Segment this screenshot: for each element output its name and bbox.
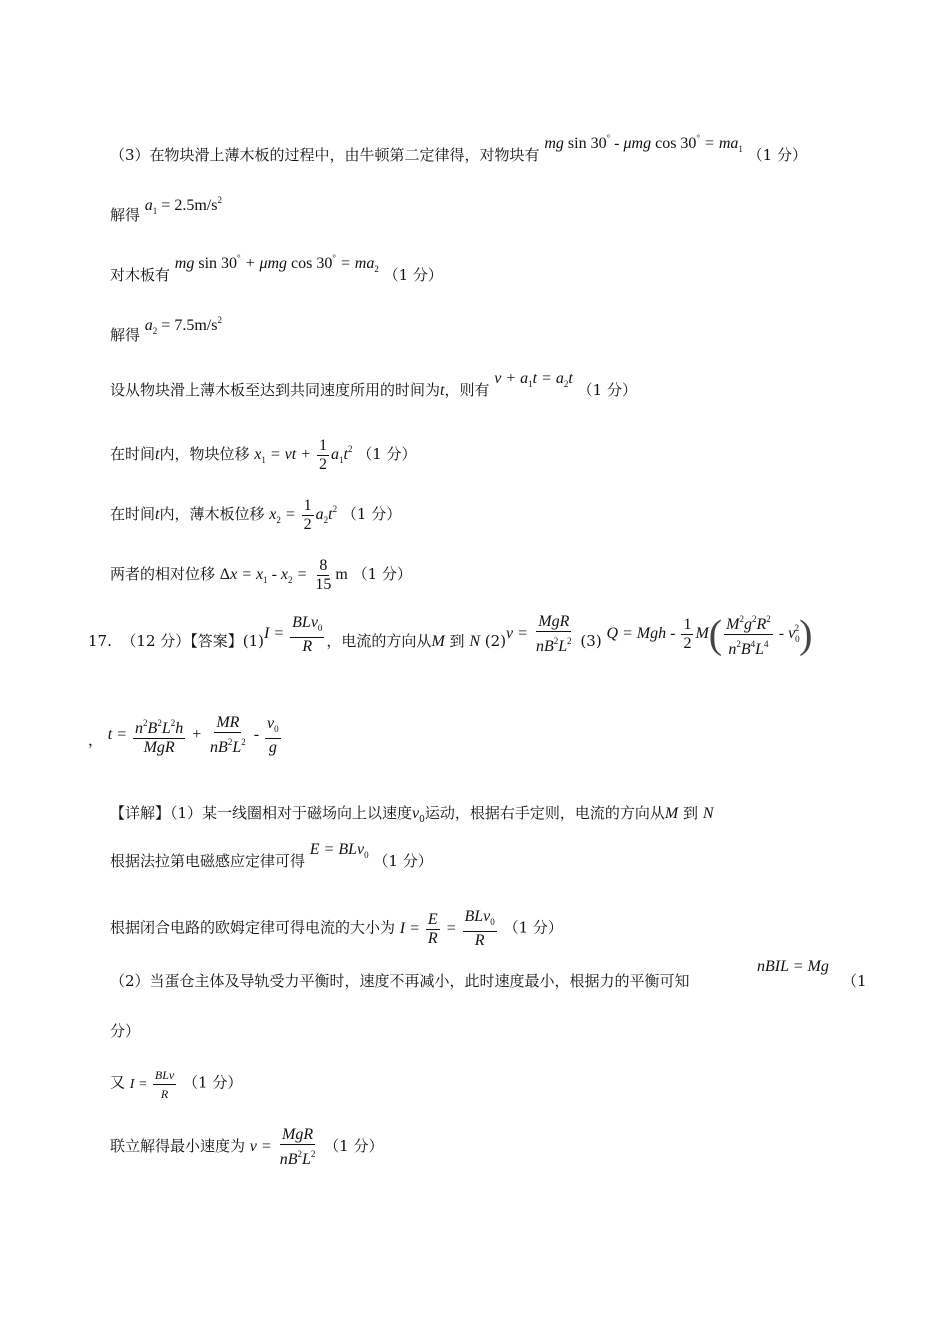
q17-answer-line: 17. （12 分）【答案】(1)I = BLv$_0$ R ，电流的方向从M 到 N (2)v = MgR $nB^2L^2$ (3) Q = Mgh - $\frac{1}{2}$ M( $\frac{M^2g^2R^2}{n^2B^4L^4}$ - $v_0^2$) bbox=[88, 611, 813, 658]
equation-delta-x: $\Delta x = x_1 - x_2$ = $\frac{8}{15}$ m bbox=[219, 557, 348, 593]
equation-x1: $x_1$ = vt + $\frac{1}{2}$ $a_1t^2$ bbox=[254, 437, 353, 473]
part2-score-b: 分） bbox=[110, 1022, 141, 1040]
equation-board-accel: mg sin 30° + μmg $\cos 30^\circ = ma_2$ bbox=[174, 253, 379, 274]
equation-common-speed: $v + a_1t = a_2t$ bbox=[494, 370, 573, 389]
equation-a2: $a_2 = 7.5m/s^2$ bbox=[144, 315, 222, 336]
equation-ohm: I = $\frac{E}{R}$ = BLv$_0$ R bbox=[399, 908, 495, 949]
equation-x2: $x_2$ = $\frac{1}{2}$ $a_2t^2$ bbox=[269, 497, 338, 533]
equation-final-speed: v = MgR $nB^2L^2$ bbox=[249, 1126, 316, 1168]
line-common-speed: 设从物块滑上薄木板至达到共同速度所用的时间为t，则有 $v + a_1t = a_2t$ （1 分） bbox=[110, 370, 637, 399]
equation-emf: E = BLv$_0$ bbox=[309, 841, 369, 860]
line-solve-a1: 解得 $a_1 = 2.5m/s^2$ bbox=[110, 195, 222, 224]
detail-line: 【详解】（1）某一线圈相对于磁场向上以速度$v_0$运动，根据右手定则，电流的方向从M 到 N bbox=[110, 804, 714, 825]
line-newton-block: （3）在物块滑上薄木板的过程中，由牛顿第二定律得，对物块有 mg sin 30° - μmg $\cos 30^\circ = ma_1$ （1 分） bbox=[110, 133, 807, 164]
part2-score-a: （1 bbox=[842, 972, 867, 990]
final-line: 联立解得最小速度为 v = MgR $nB^2L^2$ （1 分） bbox=[110, 1126, 384, 1168]
equation-min-speed: v = MgR $nB^2L^2$ bbox=[506, 613, 572, 655]
ohm-line: 根据闭合电路的欧姆定律可得电流的大小为 I = $\frac{E}{R}$ = BLv$_0$ R （1 分） bbox=[110, 908, 563, 949]
part2-line: （2）当蛋仓主体及导轨受力平衡时，速度不再减小，此时速度最小，根据力的平衡可知 bbox=[110, 972, 690, 990]
line-relative-displacement: 两者的相对位移 $\Delta x = x_1 - x_2$ = $\frac{8}{15}$ m （1 分） bbox=[110, 557, 412, 593]
equation-current-v: I = BLv R bbox=[129, 1068, 175, 1101]
equation-a1: $a_1 = 2.5m/s^2$ bbox=[144, 195, 222, 216]
equation-time: t = $n^2B^2L^2h$ MgR + $\frac{MR}{nB^2L^2}$ - $\frac{v_0}{g}$ bbox=[107, 714, 279, 756]
equation-current: I = BLv$_0$ R bbox=[264, 613, 323, 655]
equation-heat: Q = Mgh - $\frac{1}{2}$ M( $\frac{M^2g^2R^2}{n^2B^4L^4}$ - $v_0^2$) bbox=[606, 611, 813, 658]
equation-force-balance: nBIL = Mg bbox=[757, 958, 829, 975]
q17-time-line: ， t = $n^2B^2L^2h$ MgR + $\frac{MR}{nB^2L^2}$ - $\frac{v_0}{g}$ bbox=[88, 720, 283, 763]
line-board-displacement: 在时间t内，薄木板位移 $x_2$ = $\frac{1}{2}$ $a_2t^2$ （1 分） bbox=[110, 497, 402, 533]
line-board: 对木板有 mg sin 30° + μmg $\cos 30^\circ = ma_2$ （1 分） bbox=[110, 253, 443, 284]
line-solve-a2: 解得 $a_2 = 7.5m/s^2$ bbox=[110, 315, 222, 344]
again-line: 又 I = BLv R （1 分） bbox=[110, 1068, 243, 1101]
equation-block-accel: mg sin 30° - μmg $\cos 30^\circ = ma_1$ bbox=[544, 133, 743, 154]
faraday-line: 根据法拉第电磁感应定律可得 E = BLv$_0$ （1 分） bbox=[110, 841, 433, 870]
line-block-displacement: 在时间t内，物块位移 $x_1$ = vt + $\frac{1}{2}$ $a_1t^2$ （1 分） bbox=[110, 437, 417, 473]
